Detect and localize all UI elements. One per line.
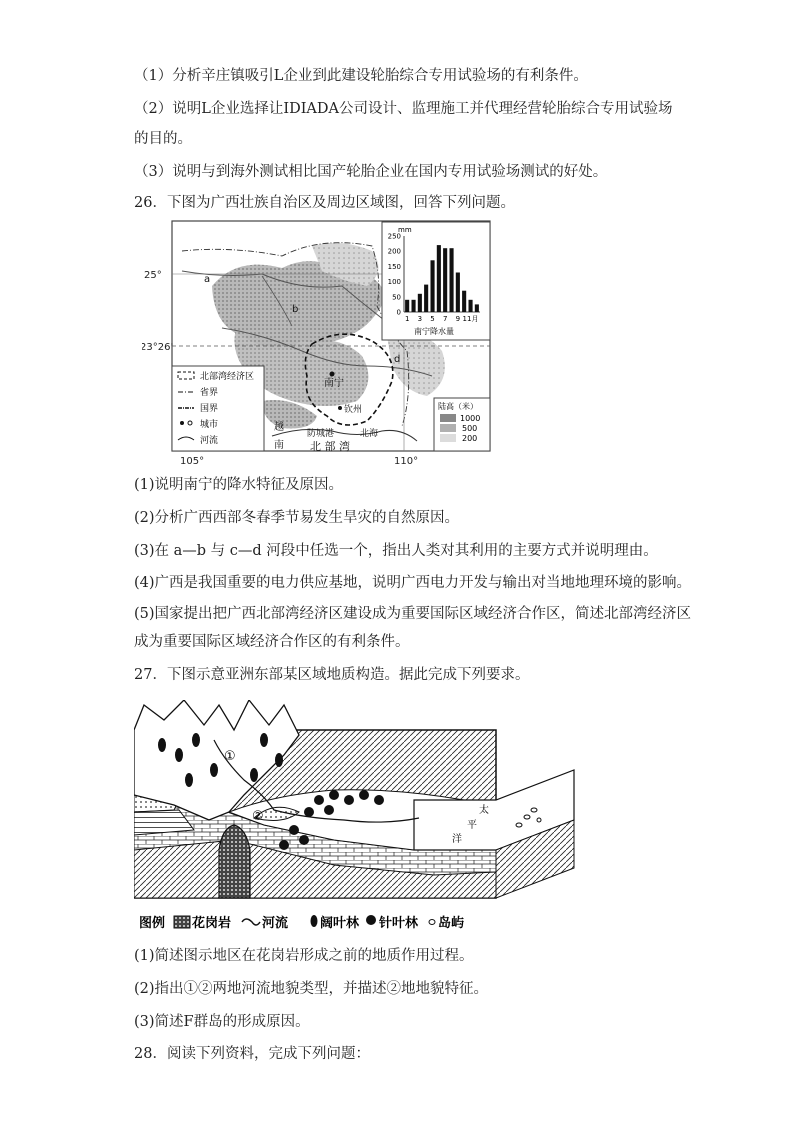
q25-item-3: （3）说明与到海外测试相比国产轮胎企业在国内专用试验场测试的好处。 <box>134 164 608 180</box>
geology-block-diagram <box>134 700 579 940</box>
legend-city: 城市 <box>200 420 219 430</box>
precip-xtick: 11月 <box>462 315 479 323</box>
precip-title: 南宁降水量 <box>414 327 454 336</box>
mark-1: ① <box>224 749 236 764</box>
mark-2: ② <box>252 809 264 824</box>
city-qinzhou: 钦州 <box>344 405 363 415</box>
label-beibu-gulf: 北 部 湾 <box>310 440 350 453</box>
precip-bar-month-5 <box>431 260 435 312</box>
legend-national: 国界 <box>200 404 219 414</box>
legend-provincial: 省界 <box>200 388 219 398</box>
map-legend <box>172 366 264 451</box>
legend-river: 河流 <box>262 916 289 931</box>
q26-intro: 26．下图为广西壮族自治区及周边区域图，回答下列问题。 <box>134 195 515 211</box>
river-label-d: d <box>394 354 401 365</box>
q26-part-5: (5)国家提出把广西北部湾经济区建设成为重要国际区域经济合作区，简述北部湾经济区 <box>134 606 692 622</box>
elevation-1000: 1000 <box>460 414 481 423</box>
precip-unit: mm <box>398 226 412 234</box>
elevation-500: 500 <box>462 424 478 433</box>
city-fangchenggang: 防城港 <box>307 429 335 439</box>
legend-title: 图例 <box>139 916 166 931</box>
guangxi-map-svg <box>142 216 502 468</box>
label-tai: 太 <box>479 805 489 816</box>
q25-item-2: （2）说明L企业选择让IDIADA公司设计、监理施工并代理经营轮胎综合专用试验场 <box>134 101 673 117</box>
q27-intro: 27．下图示意亚洲东部某区域地质构造。据此完成下列要求。 <box>134 667 530 683</box>
label-nan: 南 <box>274 440 284 451</box>
q28-intro: 28．阅读下列资料，完成下列问题： <box>134 1046 370 1062</box>
city-marker-nanning <box>330 372 335 377</box>
precip-ytick: 50 <box>392 293 401 302</box>
q26-part-3: (3)在 a—b 与 c—d 河段中任选一个，指出人类对其利用的主要方式并说明理由。 <box>134 543 658 559</box>
elevation-title: 陆高（米） <box>438 402 478 411</box>
city-beihai: 北海 <box>360 429 379 439</box>
geology-svg <box>134 700 579 940</box>
q25-item-2-cont: 的目的。 <box>134 131 192 147</box>
guangxi-map-figure <box>142 216 502 468</box>
label-ping: 平 <box>467 820 477 831</box>
precip-bar-month-7 <box>443 248 447 312</box>
precip-ytick: 250 <box>387 232 401 241</box>
precip-ytick: 200 <box>387 247 401 256</box>
granite-intrusion <box>219 825 250 898</box>
precip-ytick: 100 <box>387 278 401 287</box>
precip-bar-month-2 <box>412 300 416 312</box>
precip-xtick: 1 <box>404 315 410 323</box>
q26-part-4: (4)广西是我国重要的电力供应基地，说明广西电力开发与输出对当地地理环境的影响。 <box>134 575 692 591</box>
legend-broadleaf: 阔叶林 <box>320 916 360 931</box>
legend-island: 岛屿 <box>438 916 465 931</box>
q27-part-1: (1)简述图示地区在花岗岩形成之前的地质作用过程。 <box>134 948 474 964</box>
q27-part-2: (2)指出①②两地河流地貌类型，并描述②地地貌特征。 <box>134 981 489 997</box>
lon-110-label: 110° <box>394 456 419 467</box>
q26-part-1: (1)说明南宁的降水特征及原因。 <box>134 477 344 493</box>
elevation-legend <box>434 398 490 451</box>
lon-105-label: 105° <box>180 456 205 467</box>
precip-bar-month-9 <box>456 273 460 313</box>
lat-2326-label: 23°26' <box>142 342 174 353</box>
precip-bar-month-10 <box>462 291 466 312</box>
precip-xtick: 5 <box>430 315 435 323</box>
q27-part-3: (3)简述F群岛的形成原因。 <box>134 1014 310 1030</box>
precip-xtick: 7 <box>442 315 448 323</box>
precip-bar-month-1 <box>405 300 409 312</box>
precip-ytick: 150 <box>387 262 401 271</box>
elevation-200: 200 <box>462 434 478 443</box>
legend-economic-zone: 北部湾经济区 <box>200 372 255 382</box>
precip-bar-month-6 <box>437 245 441 312</box>
precip-xtick: 9 <box>455 315 461 323</box>
precip-bar-month-11 <box>469 300 473 312</box>
q25-item-1: （1）分析辛庄镇吸引L企业到此建设轮胎综合专用试验场的有利条件。 <box>134 68 588 84</box>
q26-part-2: (2)分析广西西部冬春季节易发生旱灾的自然原因。 <box>134 510 460 526</box>
geology-legend <box>139 915 464 931</box>
label-yang: 洋 <box>452 834 462 845</box>
river-label-b: b <box>292 304 299 315</box>
precip-bar-month-4 <box>424 285 428 312</box>
precip-bar-month-12 <box>475 304 479 312</box>
lat-25-label: 25° <box>144 270 162 281</box>
city-nanning: 南宁 <box>324 378 344 389</box>
river-label-a: a <box>204 274 211 285</box>
q26-part-5-cont: 成为重要国际区域经济合作区的有利条件。 <box>134 634 410 650</box>
precip-xtick: 3 <box>417 315 423 323</box>
precip-bar-month-8 <box>450 248 454 312</box>
nanning-precip-inset <box>382 222 490 340</box>
legend-granite: 花岗岩 <box>192 916 232 931</box>
precip-ytick: 0 <box>396 308 401 317</box>
legend-river: 河流 <box>200 436 219 446</box>
label-yue: 越 <box>274 422 284 433</box>
precip-bar-month-3 <box>418 294 422 312</box>
legend-conifer: 针叶林 <box>379 916 419 931</box>
city-marker-qinzhou <box>338 406 342 410</box>
